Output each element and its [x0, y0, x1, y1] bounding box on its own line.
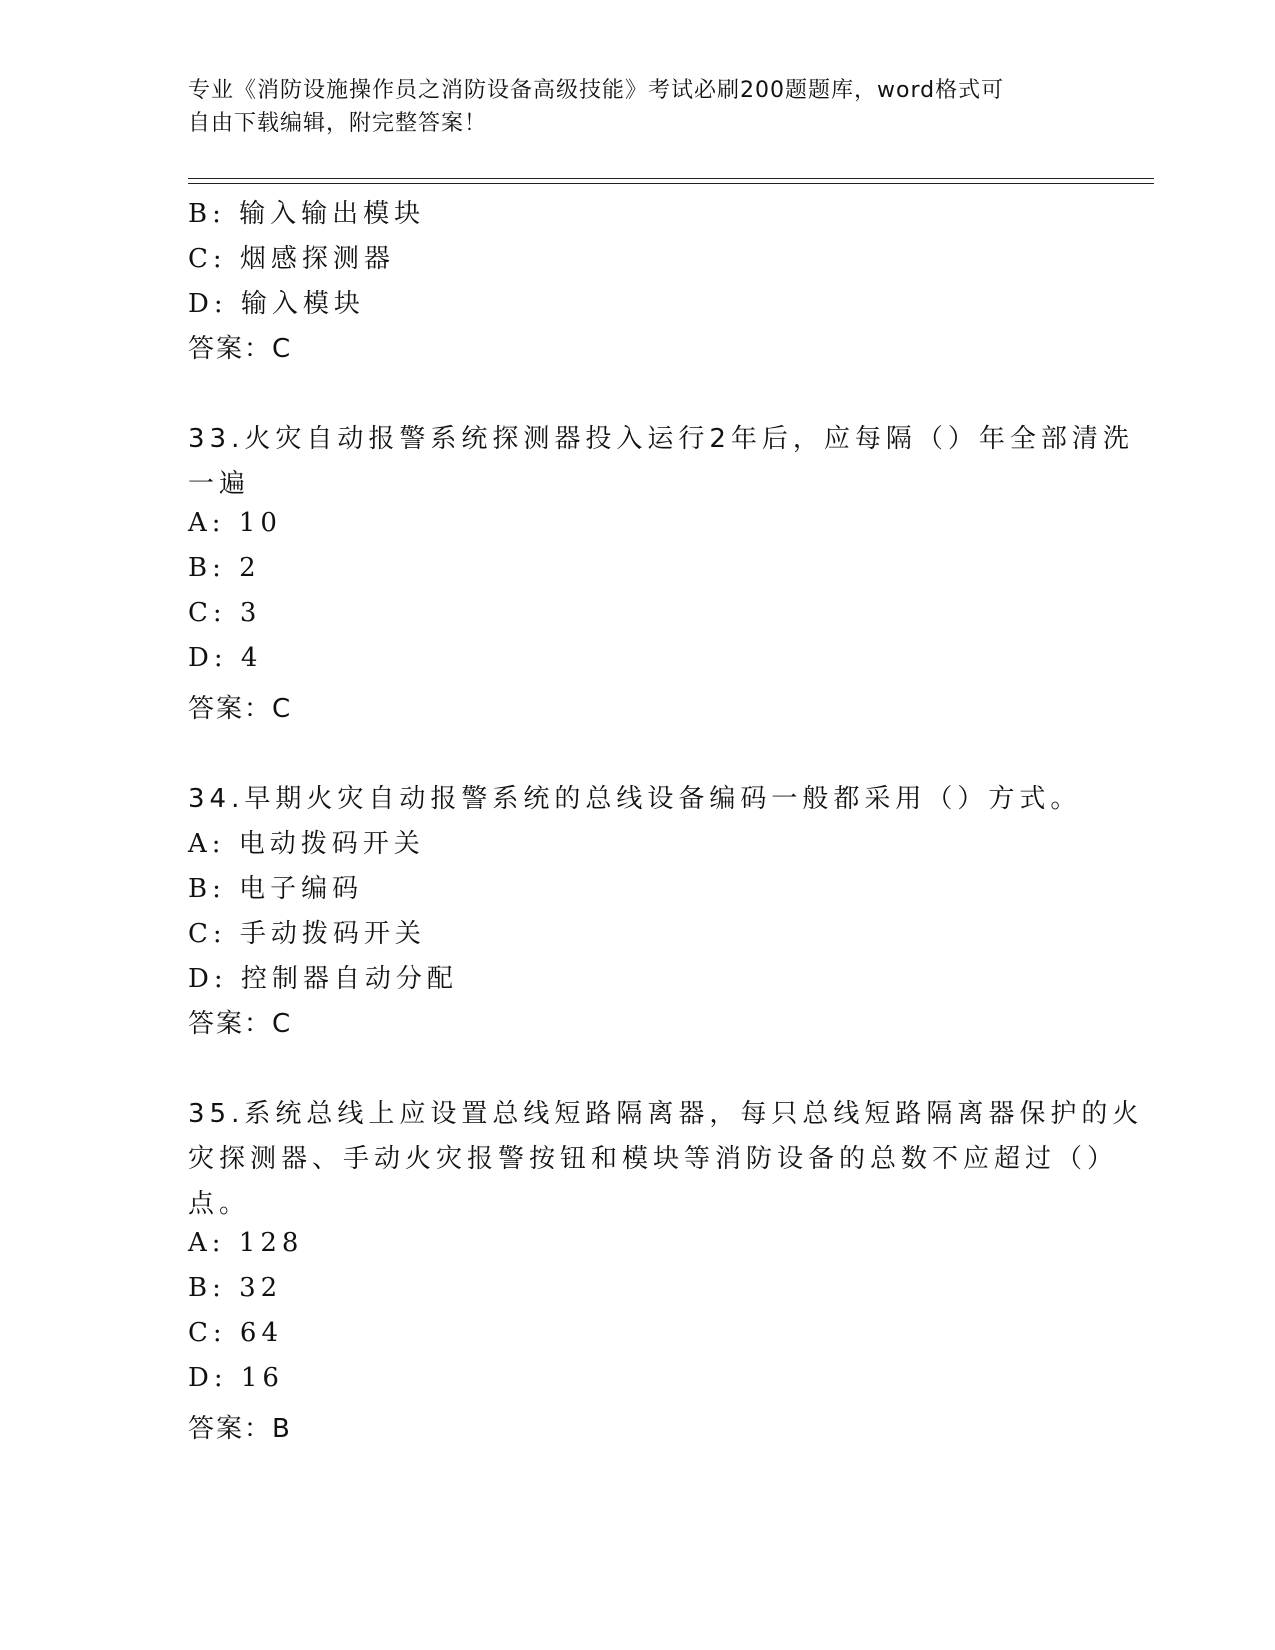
- option-line: C: 手动拨码开关: [188, 919, 426, 949]
- question-text: 35.系统总线上应设置总线短路隔离器，每只总线短路隔离器保护的火: [188, 1099, 1144, 1129]
- option-line: B: 电子编码: [188, 874, 364, 904]
- header-divider-bottom: [188, 183, 1154, 184]
- question-text: 34.早期火灾自动报警系统的总线设备编码一般都采用（）方式。: [188, 784, 1082, 814]
- answer-line: 答案：C: [188, 694, 293, 724]
- option-line: D: 控制器自动分配: [188, 964, 458, 994]
- option-line: A: 10: [188, 508, 282, 538]
- question-text: 灾探测器、手动火灾报警按钮和模块等消防设备的总数不应超过（）: [188, 1144, 1119, 1174]
- option-line: C: 64: [188, 1318, 284, 1348]
- option-line: D: 4: [188, 643, 263, 673]
- answer-line: 答案：C: [188, 1009, 293, 1039]
- document-header: [188, 74, 1068, 140]
- answer-line: 答案：C: [188, 334, 293, 364]
- header-divider-top: [188, 178, 1154, 179]
- answer-line: 答案：B: [188, 1414, 292, 1444]
- question-text: 点。: [188, 1189, 251, 1219]
- option-line: B: 32: [188, 1273, 283, 1303]
- option-line: B: 输入输出模块: [188, 199, 426, 229]
- option-line: B: 2: [188, 553, 261, 583]
- option-line: A: 128: [188, 1228, 304, 1258]
- option-line: C: 3: [188, 598, 262, 628]
- option-line: D: 输入模块: [188, 289, 365, 319]
- option-line: C: 烟感探测器: [188, 244, 395, 274]
- header-line-2: 自由下载编辑，附完整答案！: [188, 111, 488, 136]
- question-text: 一遍: [188, 469, 251, 499]
- option-line: D: 16: [188, 1363, 284, 1393]
- option-line: A: 电动拨码开关: [188, 829, 425, 859]
- question-text: 33.火灾自动报警系统探测器投入运行2年后，应每隔（）年全部清洗: [188, 424, 1134, 454]
- header-line-1: 专业《消防设施操作员之消防设备高级技能》考试必刷200题题库，word格式可: [188, 78, 1005, 103]
